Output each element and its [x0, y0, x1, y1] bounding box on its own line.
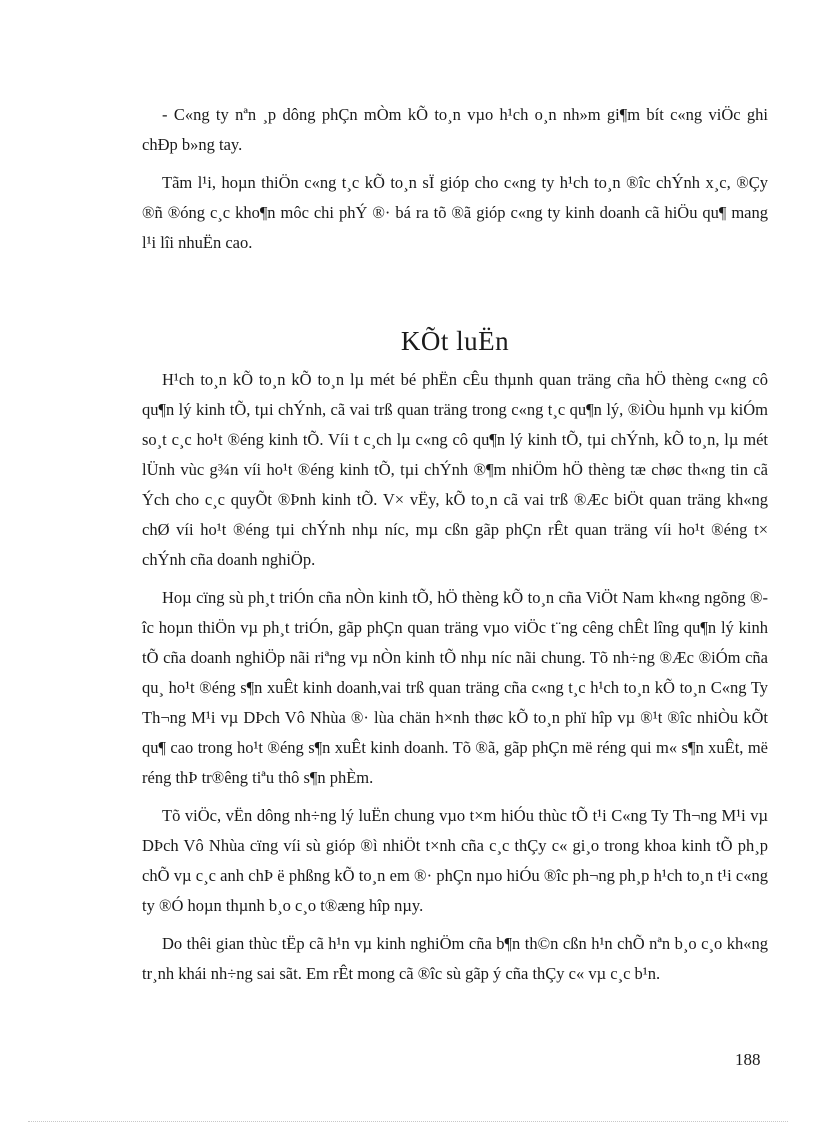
paragraph-conclusion-2: Hoµ cïng sù ph¸t triÓn cña nÒn kinh tÕ, hÖ thèng kÕ to¸n cña ViÖt Nam kh«ng ngõng ®îc hoµn thiÖn vµ ph¸t triÓn, gãp phÇn quan träng vµo viÖc t¨ng cêng chÊt lîng qu¶n lý kinh tÕ cña doanh nghiÖp nãi riªng vµ nÒn kinh tÕ nhµ níc nãi chung. Tõ nh÷ng ®Æc ®iÓm cña qu¸ ho¹t ®éng s¶n xuÊt kinh doanh,vai trß quan träng cña c«ng t¸c h¹ch to¸n kÕ to¸n C«ng Ty Th¬ng M¹i vµ DÞch Vô Nhùa ®· lùa chän h×nh thøc kÕ to¸n phï hîp vµ ®¹t ®îc nhiÒu kÕt qu¶ cao trong ho¹t ®éng s¶n xuÊt kinh doanh. Tõ ®ã, gãp phÇn më réng qui m« s¶n xuÊt, më réng thÞ tr®êng tiªu thô s¶n phÈm.	[142, 588, 768, 787]
paragraph-conclusion-1: H¹ch to¸n kÕ to¸n kÕ to¸n lµ mét bé phËn cÊu thµnh quan träng cña hÖ thèng c«ng cô qu¶n lý kinh tÕ, tµi chÝnh, cã vai trß quan träng trong c«ng t¸c qu¶n lý, ®iÒu hµnh vµ kiÓm so¸t c¸c ho¹t ®éng kinh tÕ. Víi t c¸ch lµ c«ng cô qu¶n lý kinh tÕ, tµi chÝnh, kÕ to¸n, lµ mét lÜnh vùc g¾n víi ho¹t ®éng kinh tÕ, tµi chÝnh ®¶m nhiÖm hÖ thèng tæ chøc th«ng tin cã Ých cho c¸c quyÕt ®Þnh kinh tÕ. V× vËy, kÕ to¸n cã vai trß ®Æc biÖt quan träng kh«ng chØ víi ho¹t ®éng tµi chÝnh nhµ níc, mµ cßn gãp phÇn rÊt quan träng víi ho¹t ®éng t× chÝnh cña doanh nghiÖp.	[142, 370, 768, 569]
page-number: 188	[735, 1050, 761, 1069]
footer-divider	[28, 1121, 788, 1122]
paragraph-software: - C«ng ty nªn ¸p dông phÇn mÒm kÕ to¸n vµo h¹ch o¸n nh»m gi¶m bít c«ng viÖc ghi chÐp b»ng tay.	[142, 105, 768, 154]
paragraph-conclusion-4: Do thêi gian thùc tËp cã h¹n vµ kinh nghiÖm cña b¶n th©n cßn h¹n chÕ nªn b¸o c¸o kh«ng tr¸nh khái nh÷ng sai sãt. Em rÊt mong cã ®îc sù gãp ý cña thÇy c« vµ c¸c b¹n.	[142, 934, 768, 983]
section-heading-conclusion: KÕt luËn	[400, 326, 510, 356]
paragraph-conclusion-3: Tõ viÖc, vËn dông nh÷ng lý luËn chung vµo t×m hiÓu thùc tÕ t¹i C«ng Ty Th¬ng M¹i vµ DÞch Vô Nhùa cïng víi sù gióp ®ì nhiÖt t×nh cña c¸c thÇy c« gi¸o trong khoa kinh tÕ ph¸p chÕ vµ c¸c anh chÞ ë phßng kÕ to¸n em ®· phÇn nµo hiÓu ®îc ph¬ng ph¸p h¹ch to¸n t¹i c«ng ty ®Ó hoµn thµnh b¸o c¸o t®æng hîp nµy.	[142, 806, 768, 915]
paragraph-summary: Tãm l¹i, hoµn thiÖn c«ng t¸c kÕ to¸n sÏ gióp cho c«ng ty h¹ch to¸n ®îc chÝnh x¸c, ®Çy ®ñ ®óng c¸c kho¶n môc chi phÝ ®· bá ra tõ ®ã gióp c«ng ty kinh doanh cã hiÖu qu¶ mang l¹i lîi nhuËn cao.	[142, 173, 768, 252]
page-body	[142, 100, 768, 997]
